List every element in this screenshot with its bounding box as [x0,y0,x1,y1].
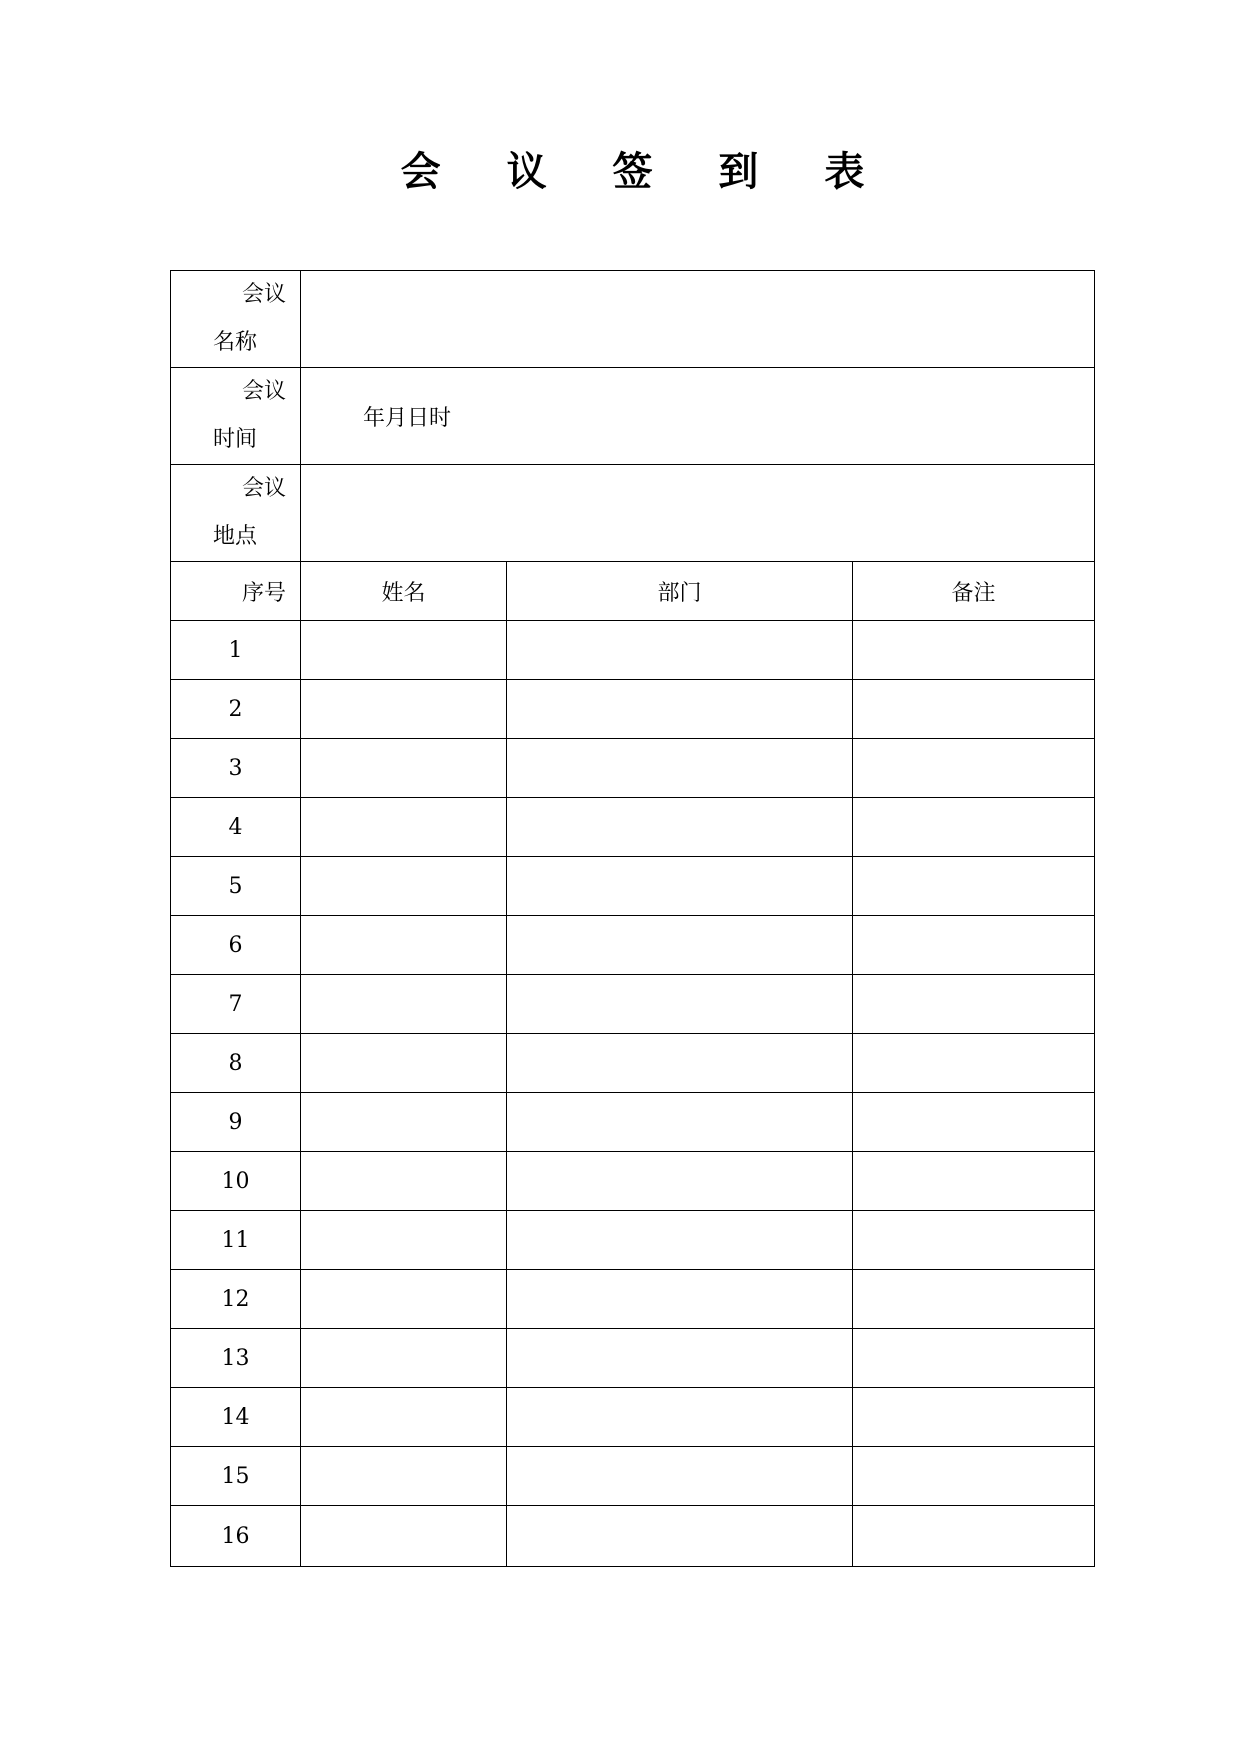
row-number: 4 [171,798,301,857]
name-cell[interactable] [301,680,507,739]
row-number: 15 [171,1447,301,1506]
meeting-time-row [171,368,1095,465]
row-number: 12 [171,1270,301,1329]
row-number: 5 [171,857,301,916]
note-cell[interactable] [853,1211,1095,1270]
row-number: 10 [171,1152,301,1211]
dept-cell[interactable] [507,857,853,916]
dept-cell[interactable] [507,798,853,857]
meeting-time-field[interactable]: 年月日时 [301,368,1095,465]
table-row [171,1506,1095,1567]
dept-cell[interactable] [507,739,853,798]
note-cell[interactable] [853,1447,1095,1506]
table-row [171,1093,1095,1152]
note-cell[interactable] [853,621,1095,680]
dept-cell[interactable] [507,680,853,739]
name-cell[interactable] [301,916,507,975]
name-cell[interactable] [301,1388,507,1447]
meeting-name-row [171,271,1095,368]
note-cell[interactable] [853,1506,1095,1567]
row-number: 3 [171,739,301,798]
label-line2: 地点 [213,524,258,549]
name-cell[interactable] [301,1270,507,1329]
label-line1: 会议 [241,476,286,501]
meeting-name-label [171,271,301,368]
name-cell[interactable] [301,1152,507,1211]
table-row [171,739,1095,798]
note-cell[interactable] [853,798,1095,857]
note-cell[interactable] [853,1329,1095,1388]
row-number: 16 [171,1506,301,1567]
name-cell[interactable] [301,1447,507,1506]
dept-cell[interactable] [507,1034,853,1093]
label-line1: 会议 [241,282,286,307]
meeting-place-label [171,465,301,562]
dept-cell[interactable] [507,1152,853,1211]
table-row [171,798,1095,857]
table-row [171,680,1095,739]
note-cell[interactable] [853,1093,1095,1152]
column-header-dept: 部门 [507,562,853,621]
name-cell[interactable] [301,857,507,916]
column-header-note: 备注 [853,562,1095,621]
dept-cell[interactable] [507,1329,853,1388]
name-cell[interactable] [301,1093,507,1152]
dept-cell[interactable] [507,975,853,1034]
meeting-name-field[interactable] [301,271,1095,368]
name-cell[interactable] [301,1506,507,1567]
row-number: 13 [171,1329,301,1388]
column-header-name: 姓名 [301,562,507,621]
label-line2: 时间 [213,427,258,452]
column-header-seq: 序号 [171,562,301,621]
dept-cell[interactable] [507,1506,853,1567]
row-number: 7 [171,975,301,1034]
page-title: 会 议 签 到 表 [400,149,891,195]
name-cell[interactable] [301,621,507,680]
dept-cell[interactable] [507,1447,853,1506]
table-row [171,1329,1095,1388]
column-header-row [171,562,1095,621]
name-cell[interactable] [301,1329,507,1388]
data-rows [171,621,1095,1567]
dept-cell[interactable] [507,1093,853,1152]
sign-in-table [170,270,1095,1567]
row-number: 2 [171,680,301,739]
dept-cell[interactable] [507,1270,853,1329]
note-cell[interactable] [853,1270,1095,1329]
table-row [171,1388,1095,1447]
table-row [171,1152,1095,1211]
name-cell[interactable] [301,739,507,798]
note-cell[interactable] [853,1034,1095,1093]
label-line2: 名称 [213,330,258,355]
table-row [171,621,1095,680]
row-number: 8 [171,1034,301,1093]
note-cell[interactable] [853,1152,1095,1211]
table-row [171,1034,1095,1093]
table-row [171,975,1095,1034]
meeting-place-row [171,465,1095,562]
row-number: 11 [171,1211,301,1270]
note-cell[interactable] [853,916,1095,975]
note-cell[interactable] [853,739,1095,798]
meeting-place-field[interactable] [301,465,1095,562]
table-row [171,1270,1095,1329]
row-number: 1 [171,621,301,680]
meeting-time-label [171,368,301,465]
table-row [171,1447,1095,1506]
row-number: 9 [171,1093,301,1152]
note-cell[interactable] [853,857,1095,916]
table-row [171,1211,1095,1270]
row-number: 14 [171,1388,301,1447]
note-cell[interactable] [853,1388,1095,1447]
note-cell[interactable] [853,975,1095,1034]
dept-cell[interactable] [507,1211,853,1270]
note-cell[interactable] [853,680,1095,739]
label-line1: 会议 [241,379,286,404]
name-cell[interactable] [301,975,507,1034]
row-number: 6 [171,916,301,975]
dept-cell[interactable] [507,916,853,975]
dept-cell[interactable] [507,1388,853,1447]
name-cell[interactable] [301,1034,507,1093]
table-row [171,857,1095,916]
dept-cell[interactable] [507,621,853,680]
name-cell[interactable] [301,1211,507,1270]
table-row [171,916,1095,975]
name-cell[interactable] [301,798,507,857]
